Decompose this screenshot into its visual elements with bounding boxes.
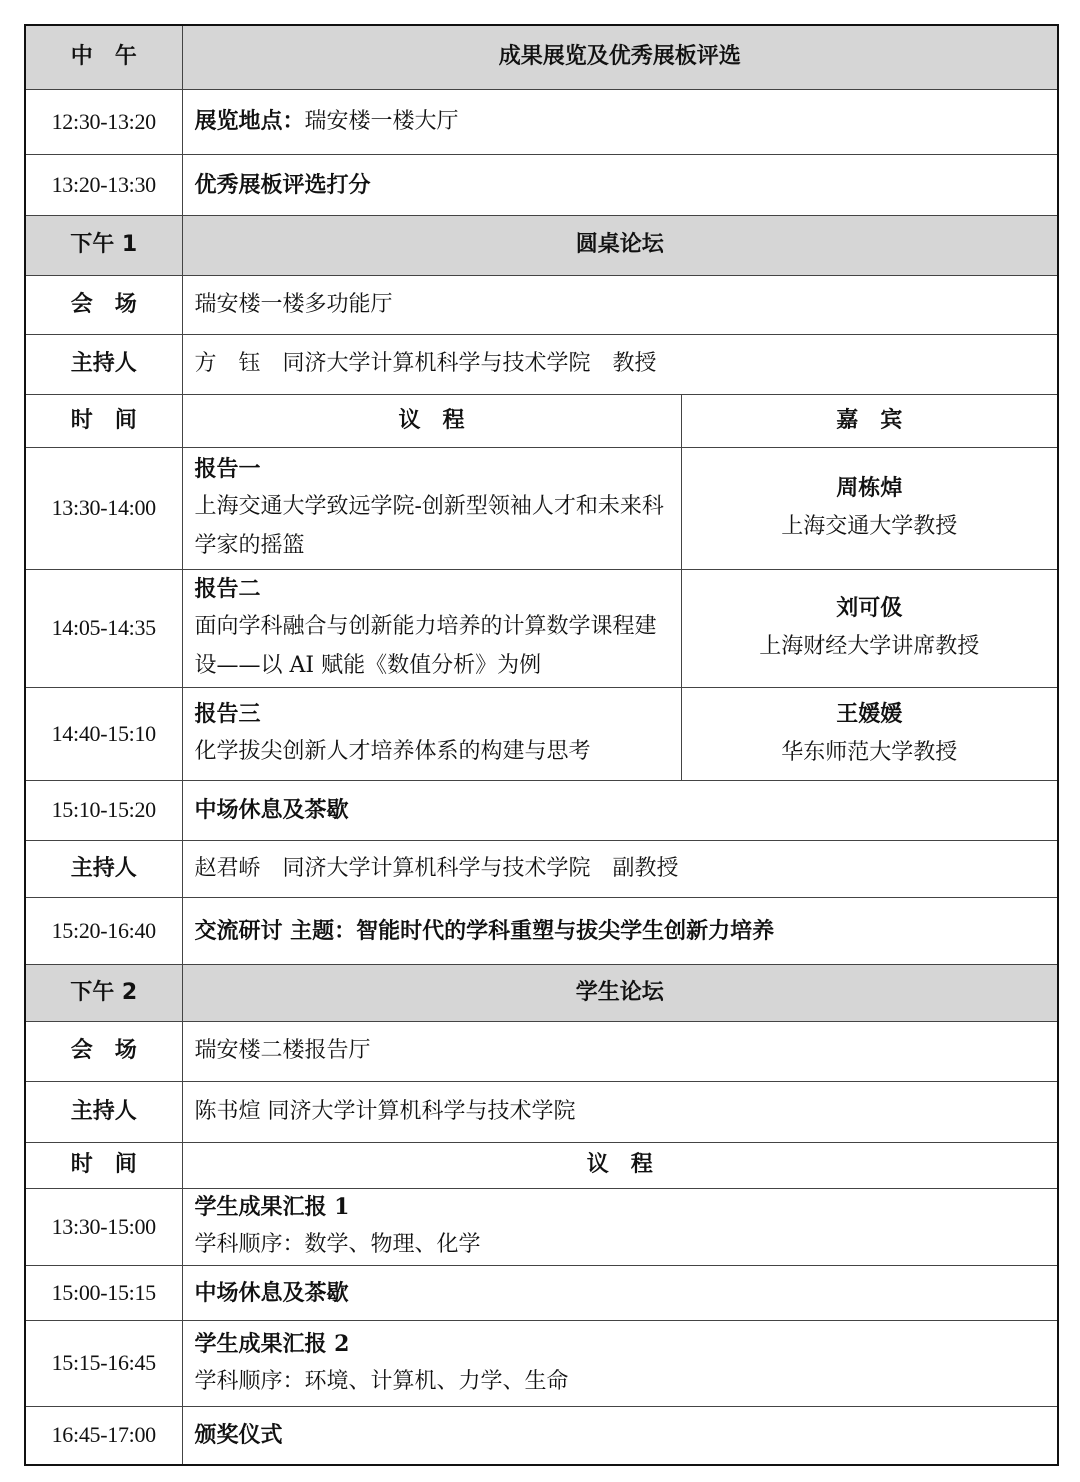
- col-agenda-header: 议 程: [182, 394, 681, 447]
- venue-row: [25, 1021, 1058, 1081]
- talk-cell: [182, 569, 681, 687]
- item-title: 中场休息及茶歇: [182, 1265, 1058, 1320]
- venue-value: 瑞安楼二楼报告厅: [182, 1021, 1058, 1081]
- venue-label: 会 场: [25, 275, 182, 334]
- talk-cell: [182, 687, 681, 780]
- item-title: 学生成果汇报 1: [194, 1194, 350, 1220]
- talk-cell: [182, 447, 681, 569]
- venue-row: [25, 275, 1058, 334]
- section-label: 中 午: [25, 25, 182, 89]
- section-label: 下午 2: [25, 964, 182, 1021]
- agenda-row: [25, 1320, 1058, 1406]
- agenda-cell: 优秀展板评选打分: [182, 154, 1058, 215]
- agenda-row: [25, 1265, 1058, 1320]
- host-row: [25, 334, 1058, 394]
- time-cell: 15:20-16:40: [25, 897, 182, 964]
- section-header-afternoon1: [25, 215, 1058, 275]
- talk-description: 化学拔尖创新人才培养体系的构建与思考: [194, 739, 591, 764]
- talk-description: 面向学科融合与创新能力培养的计算数学课程建设——以 AI 赋能《数值分析》为例: [194, 614, 657, 678]
- item-title: 颁奖仪式: [182, 1406, 1058, 1465]
- host-label: 主持人: [25, 1081, 182, 1142]
- time-cell: 15:15-16:45: [25, 1320, 182, 1406]
- host-value: 赵君峤 同济大学计算机科学与技术学院 副教授: [182, 840, 1058, 897]
- column-header-row: [25, 394, 1058, 447]
- section-title: 成果展览及优秀展板评选: [182, 25, 1058, 89]
- time-cell: 15:00-15:15: [25, 1265, 182, 1320]
- guest-affiliation: 上海财经大学讲席教授: [759, 634, 980, 659]
- time-cell: 14:40-15:10: [25, 687, 182, 780]
- schedule-table: [24, 24, 1059, 1466]
- break-row: [25, 780, 1058, 840]
- host-row: [25, 1081, 1058, 1142]
- talk-row: [25, 569, 1058, 687]
- host-value: 陈书煊 同济大学计算机科学与技术学院: [182, 1081, 1058, 1142]
- venue-value: 瑞安楼一楼多功能厅: [182, 275, 1058, 334]
- agenda-cell: [182, 1320, 1058, 1406]
- time-cell: 16:45-17:00: [25, 1406, 182, 1465]
- location-value: 瑞安楼一楼大厅: [304, 109, 459, 134]
- break-text: 中场休息及茶歇: [182, 780, 1058, 840]
- time-cell: 15:10-15:20: [25, 780, 182, 840]
- time-cell: 12:30-13:20: [25, 89, 182, 154]
- agenda-row: [25, 1406, 1058, 1465]
- guest-cell: [681, 687, 1058, 780]
- section-header-afternoon2: [25, 964, 1058, 1021]
- section-label: 下午 1: [25, 215, 182, 275]
- talk-title: 报告三: [194, 701, 261, 727]
- location-label: 展览地点：: [194, 108, 305, 134]
- agenda-row: [25, 1188, 1058, 1265]
- col-agenda-header: 议 程: [182, 1142, 1058, 1188]
- guest-name: 王媛媛: [836, 700, 903, 727]
- agenda-cell: [182, 1188, 1058, 1265]
- section-header-noon: [25, 25, 1058, 89]
- item-title: 学生成果汇报 2: [194, 1330, 350, 1357]
- talk-title: 报告一: [194, 456, 261, 482]
- item-description: 学科顺序：环境、计算机、力学、生命: [194, 1368, 569, 1394]
- table-row: [25, 154, 1058, 215]
- column-header-row: [25, 1142, 1058, 1188]
- time-cell: 13:20-13:30: [25, 154, 182, 215]
- col-guest-header: 嘉 宾: [681, 394, 1058, 447]
- host-row: [25, 840, 1058, 897]
- table-row: [25, 89, 1058, 154]
- time-cell: 13:30-15:00: [25, 1188, 182, 1265]
- guest-cell: [681, 447, 1058, 569]
- time-cell: 13:30-14:00: [25, 447, 182, 569]
- item-description: 学科顺序：数学、物理、化学: [194, 1232, 481, 1257]
- col-time-header: 时 间: [25, 394, 182, 447]
- guest-affiliation: 华东师范大学教授: [781, 739, 958, 765]
- guest-name: 周栋焯: [836, 475, 903, 501]
- section-title: 学生论坛: [182, 964, 1058, 1021]
- guest-name: 刘可伋: [836, 595, 903, 621]
- agenda-cell: [182, 89, 1058, 154]
- col-time-header: 时 间: [25, 1142, 182, 1188]
- talk-title: 报告二: [194, 576, 261, 602]
- discussion-row: [25, 897, 1058, 964]
- host-label: 主持人: [25, 840, 182, 897]
- talk-row: [25, 687, 1058, 780]
- talk-description: 上海交通大学致远学院-创新型领袖人才和未来科学家的摇篮: [194, 494, 664, 558]
- guest-affiliation: 上海交通大学教授: [781, 514, 958, 539]
- host-value: 方 钰 同济大学计算机科学与技术学院 教授: [182, 334, 1058, 394]
- guest-cell: [681, 569, 1058, 687]
- talk-row: [25, 447, 1058, 569]
- section-title: 圆桌论坛: [182, 215, 1058, 275]
- host-label: 主持人: [25, 334, 182, 394]
- discussion-text: 交流研讨 主题：智能时代的学科重塑与拔尖学生创新力培养: [182, 897, 1058, 964]
- time-cell: 14:05-14:35: [25, 569, 182, 687]
- venue-label: 会 场: [25, 1021, 182, 1081]
